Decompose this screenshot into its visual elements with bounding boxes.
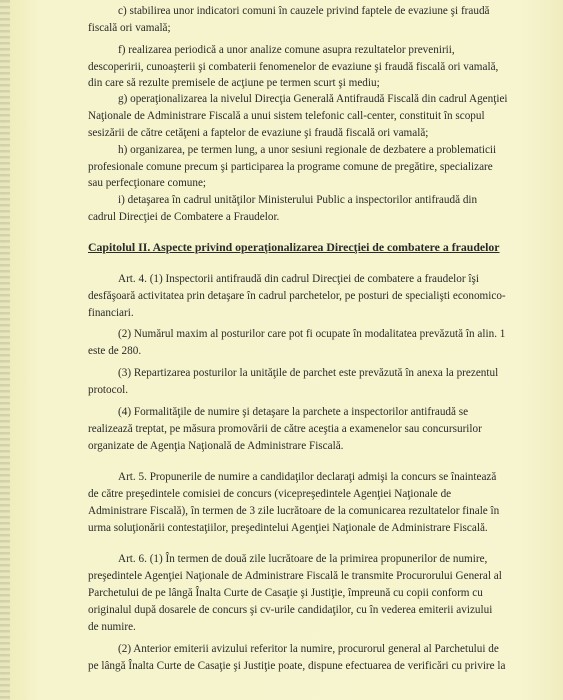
text-line: preşedintele Agenţiei Naţionale de Administrare Fiscală le transmite Procurorului General al [88,570,502,582]
text-line: desfăşoară activitatea prin detaşare în cadrul parchetelor, pe posturi de specialişti economico- [88,290,506,302]
text-line: (2) Numărul maxim al posturilor care pot fi ocupate în modalitatea prevăzută în alin. 1 [118,328,506,340]
text-line: (4) Formalităţile de numire şi detaşare la parchete a inspectorilor antifraudă se [118,406,469,418]
text-line: de către preşedintele comisiei de concurs (vicepreşedintele Agenţiei Naţionale de [88,488,452,500]
text-line: (2) Anterior emiterii avizului referitor la numire, procurorul general al Parchetului de [118,643,499,655]
text-line: de numire. [88,621,136,633]
text-line: Parchetului de pe lângă Înalta Curte de Casaţie şi Justiţie, împreună cu copii conform cu [88,587,483,599]
text-line: originalul după dosarele de concurs şi cv-urile candidaţilor, cu în vederea emiterii avizului [88,604,493,616]
text-line: f) realizarea periodică a unor analize comune asupra rezultatelor prevenirii, [118,44,455,56]
text-line: (3) Repartizarea posturilor la unităţile de parchet este prevăzută în anexa la prezentul [118,367,499,379]
text-line: descoperirii, cunoaşterii şi combaterii fenomenelor de evaziune şi fraudă fiscală ori vamală, [88,61,499,73]
text-line: este de 280. [88,345,142,357]
text-line: cadrul Direcţiei de Combatere a Fraudelor. [88,211,280,223]
text-line: protocol. [88,384,129,396]
text-line: organizate de Agenţia Naţională de Administrare Fiscală. [88,440,344,452]
text-line: Administrare Fiscală), în termen de 3 zile lucrătoare de la comunicarea rezultatelor finale în [88,505,500,517]
text-line: profesionale comune precum şi participarea la programe comune de pregătire, specializare [88,161,493,173]
text-line: sau perfecţionare comune; [88,177,207,189]
text-line: urma soluţionării contestaţiilor, preşedintelui Agenţiei Naţionale de Administrare Fiscală. [88,522,488,534]
text-line: i) detaşarea în cadrul unităţilor Ministerului Public a inspectorilor antifraudă din [118,194,478,206]
text-line: pe lângă Înalta Curte de Casaţie şi Justiţie poate, dispune efectuarea de verificări cu privire la [88,660,506,672]
text-line: financiari. [88,307,134,319]
text-line: Art. 5. Propunerile de numire a candidaţilor declaraţi admişi la concurs se înaintează [118,471,497,483]
text-line: Art. 6. (1) În termen de două zile lucrătoare de la primirea propunerilor de numire, [118,553,488,565]
text-line: realizează treptat, pe măsura promovării de către aceştia a examenelor sau concursurilor [88,423,482,435]
text-line: Naţionale de Administrare Fiscală a unui sistem telefonic call-center, constituit în scopul [88,110,485,122]
text-line: fiscală ori vamală; [88,22,171,34]
text-line: c) stabilirea unor indicatori comuni în cauzele privind faptele de evaziune şi fraudă [118,5,490,17]
text-line: Art. 4. (1) Inspectorii antifraudă din cadrul Direcţiei de combatere a fraudelor îşi [118,273,479,285]
text-line: sesizării de către cetăţeni a faptelor de evaziune şi fraudă fiscală ori vamală; [88,127,429,139]
text-line: g) operaţionalizarea la nivelul Direcţia Generală Antifraudă Fiscală din cadrul Agenţiei [118,93,508,105]
text-line: din care să rezulte premisele de acţiune pe termen scurt şi mediu; [88,77,380,89]
text-line: h) organizarea, pe termen lung, a unor sesiuni regionale de dezbatere a problematicii [118,144,497,156]
chapter-heading: Capitolul II. Aspecte privind operaţionalizarea Direcţiei de combatere a fraudelor [88,240,500,254]
